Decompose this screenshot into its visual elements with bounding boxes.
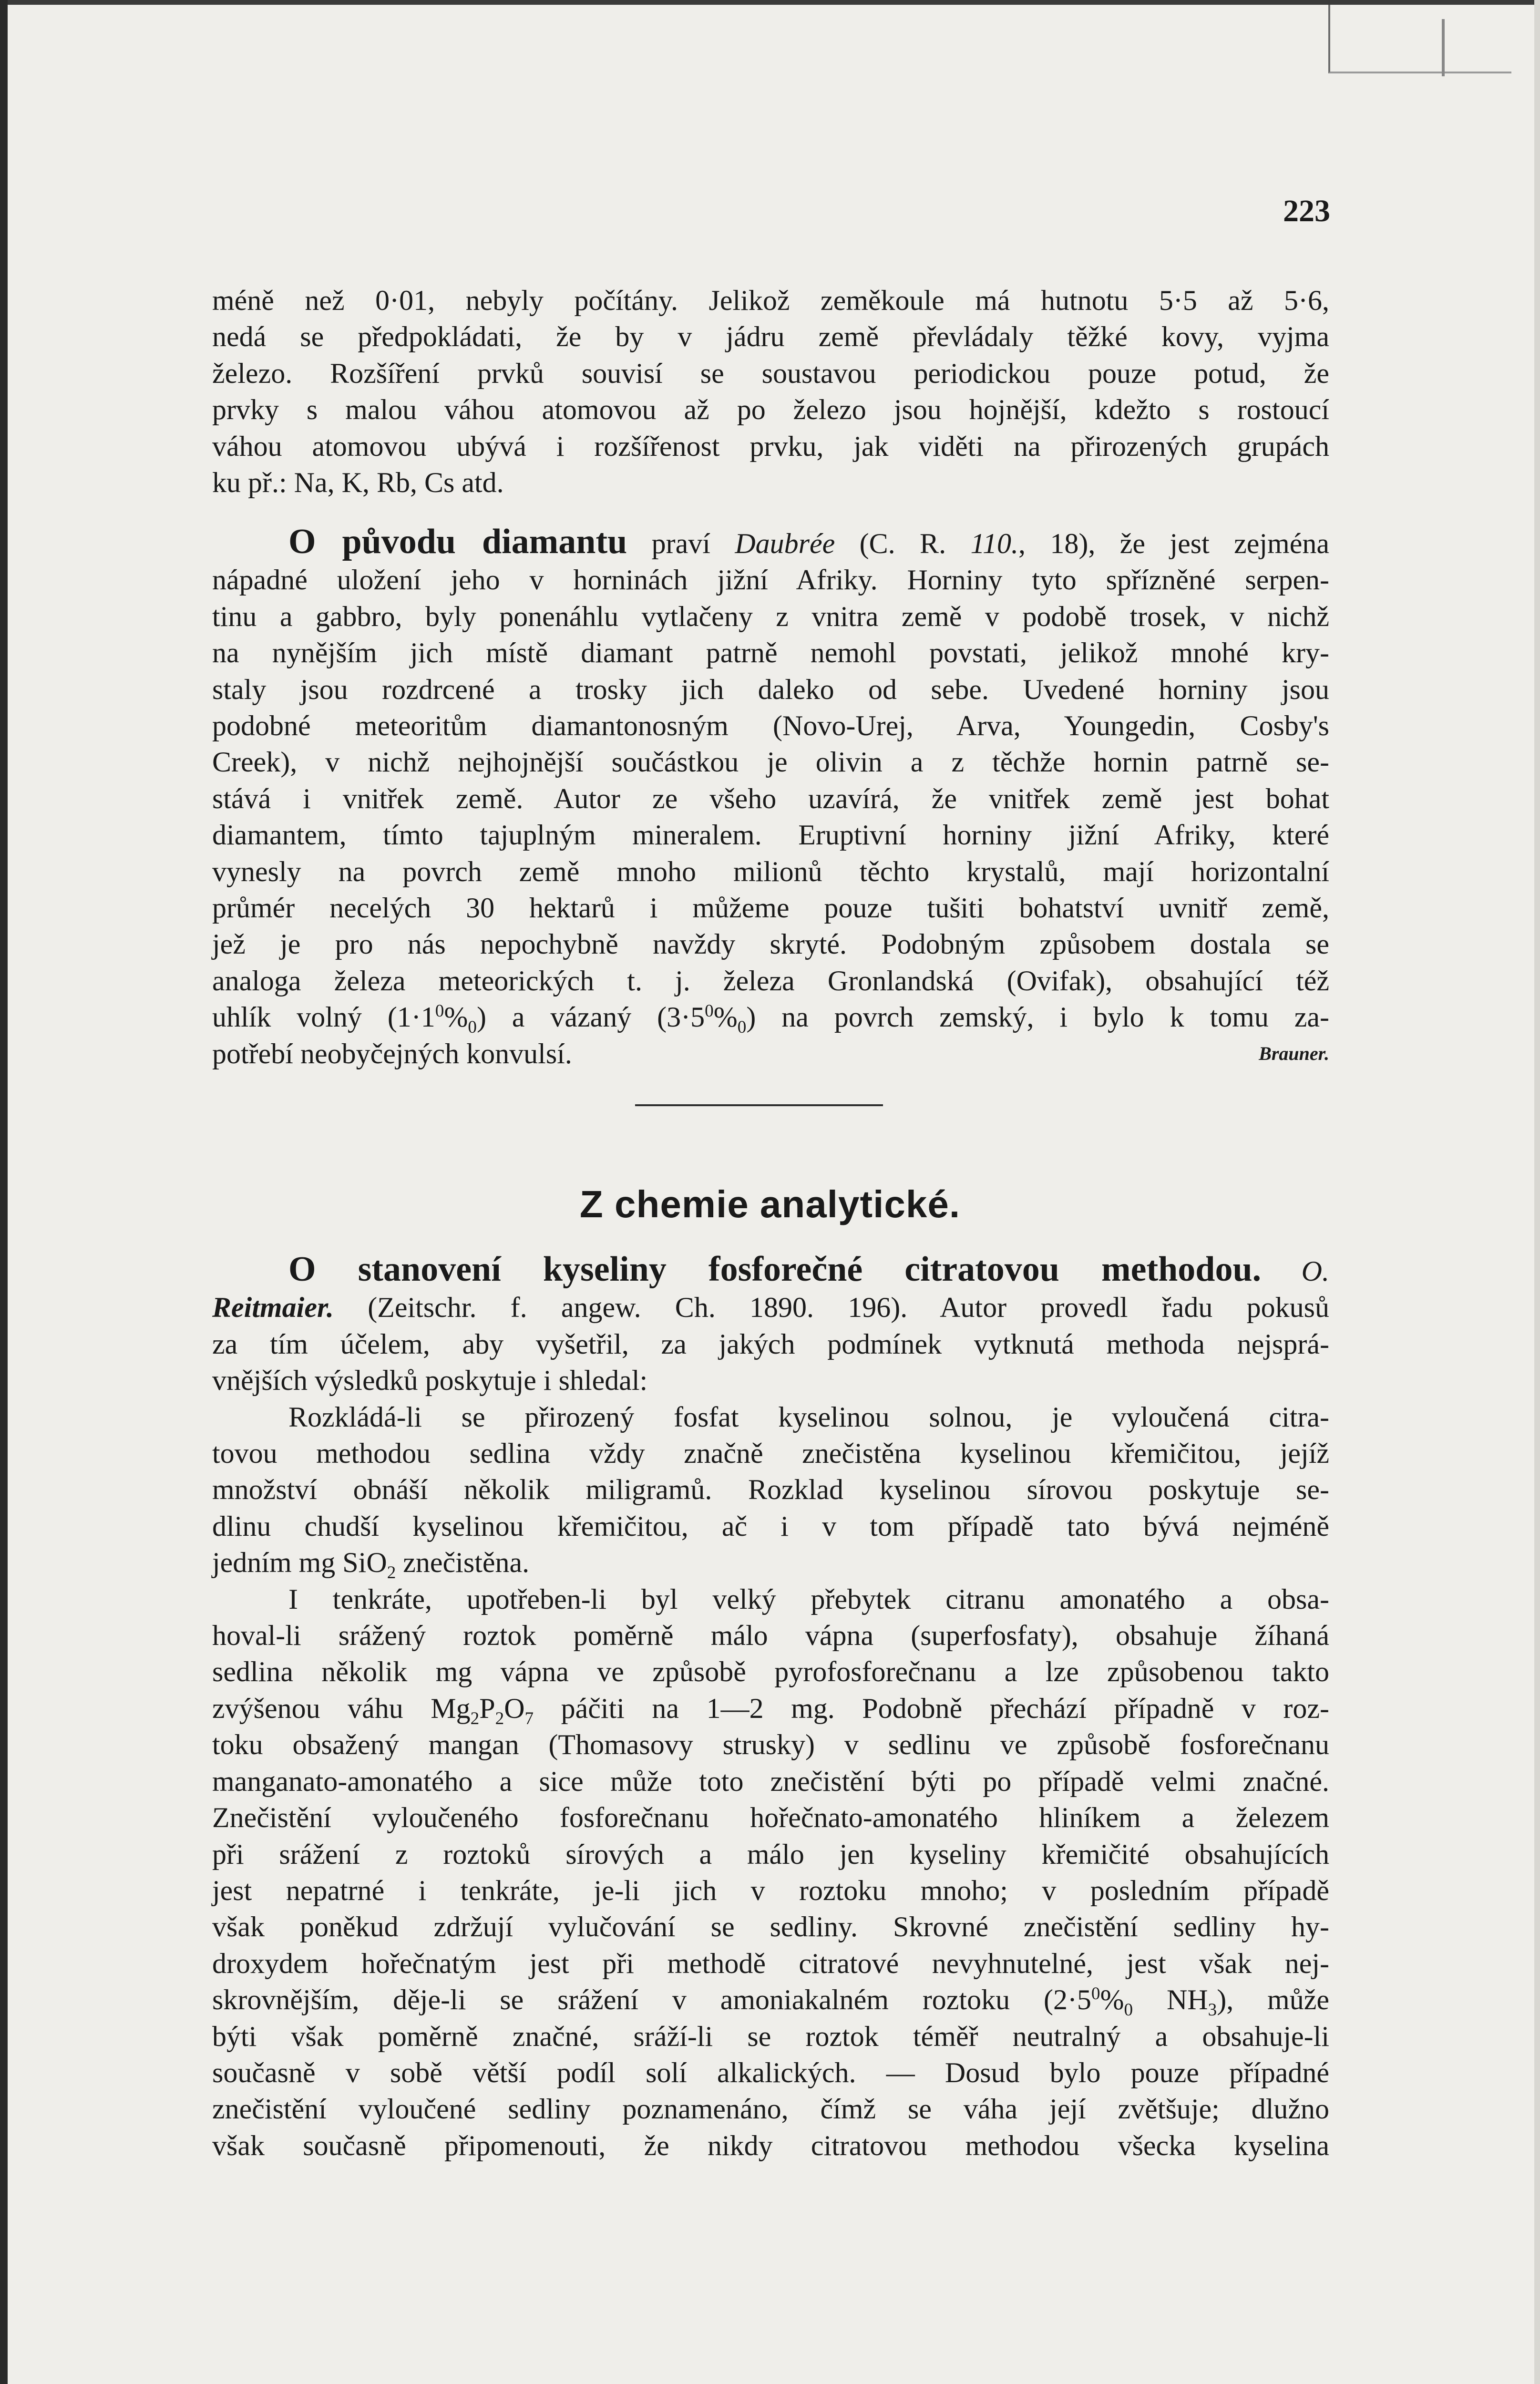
article-phosphoric-acid [212,1251,1329,2164]
text-line: méně než 0·01, nebyly počítány. Jelikož zeměkoule má hutnotu 5·5 až 5·6, [212,285,1329,316]
text-line-heading [212,1251,1329,1289]
text-line: průmér necelých 30 hektarů i můžeme pouze tušiti bohatství uvnitř země, [212,892,1329,924]
text-line [212,1690,1329,1726]
volume-number: 110. [970,528,1019,559]
text-line: Rozkládá-li se přirozený fosfat kyselinou solnou, je vyloučená citra- [288,1401,1329,1433]
subscript: 2 [495,1708,504,1728]
corner-scan-mark-2 [1442,19,1445,76]
text-line-heading [212,524,1329,562]
text-line: diamantem, tímto tajuplným mineralem. Eruptivní horniny jižní Afriky, které [212,819,1329,851]
text-line: podobné meteoritům diamantonosným (Novo-Urej, Arva, Youngedin, Cosby's [212,710,1329,742]
text-line: vynesly na povrch země mnoho milionů těchto krystalů, mají horizontalní [212,855,1329,887]
signature-brauner: Brauner. [1259,1042,1329,1064]
text-span: (C. R. [859,528,946,559]
text-span: O [504,1692,525,1724]
text-line: uhlík volný $(1\cdot 1^0\%_0)$ a vázaný $(3\cdot 5^0\%_0)$ na povrch zemský, i bylo k tomu za- [212,1001,1329,1038]
page-number: 223 [1283,194,1330,228]
page-edge-top [0,0,1540,5]
text-span: P [479,1692,495,1724]
text-span: (Zeitschr. f. angew. Ch. 1890. 196). Autor provedl řadu pokusů [368,1292,1329,1324]
text-line: manganato-amonatého a sice může toto znečistění býti po případě velmi značné. [212,1765,1329,1797]
paragraph-diamond [212,524,1329,1072]
text-line: jest nepatrné i tenkráte, je-li jich v roztoku mnoho; v posledním případě [212,1874,1329,1906]
subscript: 3 [1208,2000,1217,2020]
text-line: skrovnějším, děje-li se srážení v amoniakalném roztoku ($2\cdot 5^0\%_0$ $NH_3$), může [212,1984,1329,2020]
text-line: dlinu chudší kyselinou křemičitou, ač i v tom případě tato bývá nejméně [212,1510,1329,1542]
text-line: Znečistění vyloučeného fosforečnanu hořečnato-amonatého hliníkem a železem [212,1802,1329,1834]
text-line: tovou methodou sedlina vždy značně znečistěna kyselinou křemičitou, jejíž [212,1438,1329,1469]
text-span: znečistěna. [396,1547,530,1579]
text-line: prvky s malou váhou atomovou až po železo jsou hojnější, kdežto s rostoucí [212,394,1329,426]
subscript: 2 [387,1563,396,1583]
text-line: množství obnáší několik miligramů. Rozklad kyselinou sírovou poskytuje se- [212,1474,1329,1506]
percent-sign: % [1100,1984,1124,2016]
text-span: ) na povrch zemský, i bylo k tomu za- [746,1001,1329,1033]
section-title: Z chemie analytické. [579,1183,961,1225]
text-line: droxydem hořečnatým jest při methodě citratové nevyhnutelné, jest však nej- [212,1947,1329,1979]
heading-phosphoric: O stanovení kyseliny fosforečné citratovou methodou. [288,1250,1262,1289]
text-line: však současně připomenouti, že nikdy citratovou methodou všecka kyselina [212,2129,1329,2161]
text-line: tinu a gabbro, byly ponenáhlu vytlačeny z vnitra země v podobě trosek, v nichž [212,600,1329,632]
text-span: uhlík volný (1·1 [212,1001,435,1033]
section-divider [635,1104,883,1106]
text-span: , 18), že jest zejména [1018,528,1329,559]
text-line: I tenkráte, upotřeben-li byl velký přebytek citranu amonatého a obsa- [288,1583,1329,1615]
corner-scan-mark [1328,5,1511,73]
text-span: ) a vázaný (3·5 [476,1001,705,1033]
text-line [212,1289,1329,1326]
text-line: Creek), v nichž nejhojnější součástkou je olivin a z těchže hornin patrně se- [212,746,1329,778]
text-line: stává i vnitřek země. Autor ze všeho uzavírá, že vnitřek země jest bohat [212,782,1329,814]
text-span: jedním mg SiO [212,1547,387,1579]
text-line: váhou atomovou ubývá i rozšířenost prvku, jak viděti na přirozených grupách [212,430,1329,462]
text-line: staly jsou rozdrcené a trosky jich daleko od sebe. Uvedené horniny jsou [212,673,1329,705]
text-line [212,1544,1329,1581]
text-line [212,1036,1329,1072]
text-span: ), může [1217,1984,1329,2016]
author-initial: O. [1301,1255,1330,1287]
subscript: 7 [524,1708,534,1728]
text-line: za tím účelem, aby vyšetřil, za jakých podmínek vytknutá methoda nejsprá- [212,1328,1329,1360]
text-line: železo. Rozšíření prvků souvisí se soustavou periodickou pouze potud, že [212,357,1329,389]
text-line: analoga železa meteorických t. j. železa Gronlandská (Ovifak), obsahující též [212,965,1329,997]
text-span: potřebí neobyčejných konvulsí. [212,1038,572,1069]
text-line: při srážení z roztoků sírových a málo jen kyseliny křemičité obsahujících [212,1838,1329,1870]
text-span: skrovnějším, děje-li se srážení v amoniakalném roztoku (2·5 [212,1984,1091,2016]
text-span: zvýšenou váhu Mg [212,1692,471,1724]
text-line: na nynějším jich místě diamant patrně nemohl povstati, jelikož mnohé kry- [212,637,1329,669]
text-span: praví [651,528,710,559]
percent-sign: % [444,1001,468,1033]
text-span: páčiti na 1—2 mg. Podobně přechází případně v roz- [534,1692,1330,1724]
author-daubree: Daubrée [735,528,835,559]
subscript: 2 [470,1708,480,1728]
text-line: znečistění vyloučené sedliny poznamenáno, čímž se váha její zvětšuje; dlužno [212,2093,1329,2125]
author-reitmaier: Reitmaier. [212,1292,334,1324]
text-line: býti však poměrně značné, sráží-li se roztok téměř neutralný a obsahuje-li [212,2020,1329,2052]
heading-diamond: O původu diamantu [288,522,627,561]
text-line: jež je pro nás nepochybně navždy skryté. Podobným způsobem dostala se [212,928,1329,960]
text-line: ku př.: Na, K, Rb, Cs atd. [212,467,504,499]
percent-sign: % [713,1001,738,1033]
text-line: vnějších výsledků poskytuje i shledal: [212,1365,648,1397]
text-line: nápadné uložení jeho v horninách jižní Afriky. Horniny tyto spřízněné serpen- [212,564,1329,596]
text-line: současně v sobě větší podíl solí alkalických. — Dosud bylo pouze případné [212,2056,1329,2088]
text-line: toku obsažený mangan (Thomasovy strusky) v sedlinu ve způsobě fosforečnanu [212,1729,1329,1761]
text-line: hoval-li srážený roztok poměrně málo vápna (superfosfaty), obsahuje žíhaná [212,1620,1329,1652]
text-line: však poněkud zdržují vylučování se sedliny. Skrovné znečistění sedliny hy- [212,1911,1329,1943]
text-line: sedlina několik mg vápna ve způsobě pyrofosforečnanu a lze způsobenou takto [212,1656,1329,1688]
paragraph-1 [212,282,1329,501]
text-line: nedá se předpokládati, že by v jádru země převládaly těžké kovy, vyjma [212,321,1329,353]
text-span: NH [1133,1984,1208,2016]
